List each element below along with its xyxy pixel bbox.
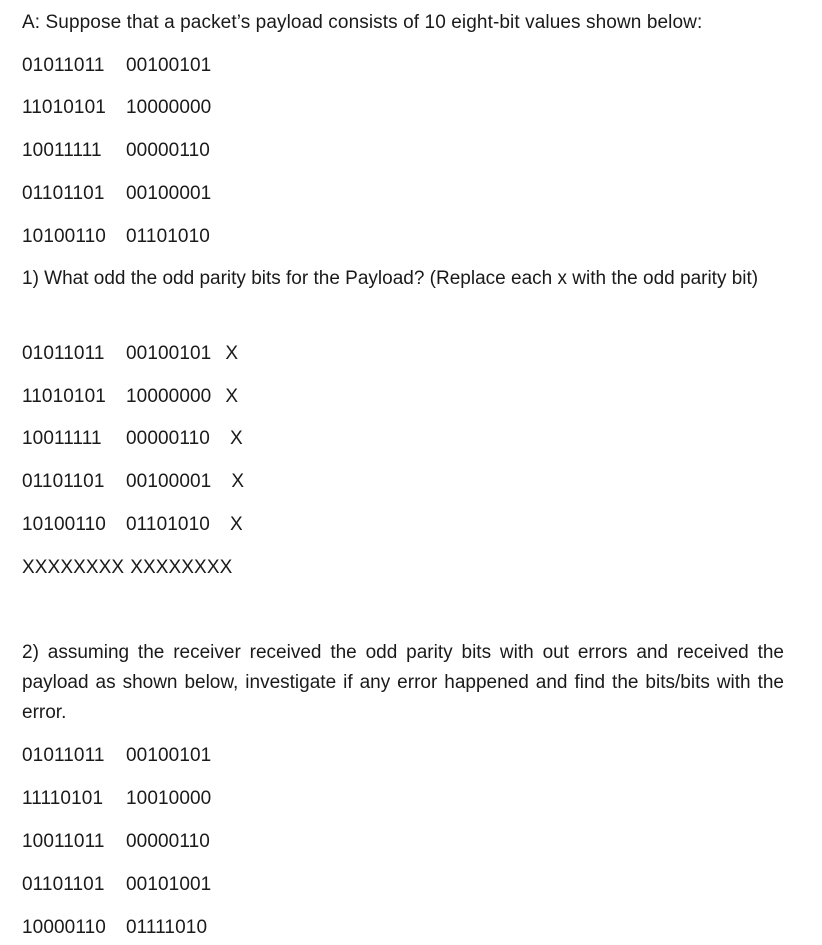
payload-byte: 01011011: [22, 55, 105, 76]
parity-placeholder: X: [225, 386, 239, 407]
received-row: [22, 874, 211, 896]
payload-byte: 01101101: [22, 183, 105, 204]
payload-byte: 01111010: [126, 917, 208, 938]
parity-column-row: [22, 557, 232, 579]
payload-byte: 00100101: [126, 745, 212, 766]
payload-row: [22, 55, 211, 77]
payload-byte: 01101101: [22, 471, 105, 492]
parity-placeholder: X: [229, 514, 243, 535]
question-2-prompt: 2) assuming the receiver received the odd parity bits with out errors and received the payload as shown below, investigate if any error happened and find the bits/bits with the error.: [22, 642, 784, 723]
payload-byte: 10100110: [22, 514, 106, 535]
payload-byte: 10010000: [126, 788, 212, 809]
payload-byte: 01101101: [22, 874, 105, 895]
payload-byte: 10000000: [126, 97, 212, 118]
parity-row: [22, 343, 238, 365]
parity-column-placeholder: XXXXXXXX: [130, 557, 233, 578]
payload-byte: 00000110: [126, 140, 210, 161]
payload-byte: 01011011: [22, 745, 105, 766]
payload-byte: 10000000: [126, 386, 212, 407]
part-a-intro: A: Suppose that a packet’s payload consists of 10 eight-bit values shown below:: [22, 12, 703, 33]
received-row: [22, 917, 207, 939]
payload-byte: 01011011: [22, 343, 105, 364]
payload-byte: 01101010: [126, 226, 210, 247]
parity-placeholder: X: [231, 471, 245, 492]
parity-row: [22, 514, 243, 536]
received-row: [22, 831, 210, 853]
question-1-prompt: 1) What odd the odd parity bits for the Payload? (Replace each x with the odd parity bit): [22, 268, 759, 289]
payload-byte: 10011111: [22, 428, 102, 449]
parity-row: [22, 471, 244, 493]
payload-byte: 00101001: [126, 874, 212, 895]
payload-row: [22, 183, 211, 205]
payload-byte: 01101010: [126, 514, 210, 535]
received-row: [22, 745, 211, 767]
payload-byte: 11010101: [22, 386, 106, 407]
payload-byte: 00000110: [126, 831, 210, 852]
received-row: [22, 788, 211, 810]
parity-placeholder: X: [229, 428, 243, 449]
payload-byte: 00000110: [126, 428, 210, 449]
payload-byte: 00100001: [126, 183, 212, 204]
payload-byte: 10000110: [22, 917, 106, 938]
parity-row: [22, 386, 238, 408]
payload-row: [22, 140, 210, 162]
payload-row: [22, 226, 210, 248]
payload-byte: 00100101: [126, 343, 212, 364]
payload-byte: 10011011: [22, 831, 105, 852]
payload-byte: 00100001: [126, 471, 212, 492]
payload-row: [22, 97, 211, 119]
payload-byte: 10011111: [22, 140, 102, 161]
parity-placeholder: X: [225, 343, 239, 364]
payload-byte: 00100101: [126, 55, 212, 76]
payload-byte: 10100110: [22, 226, 106, 247]
payload-byte: 11110101: [22, 788, 104, 809]
payload-byte: 11010101: [22, 97, 106, 118]
parity-column-placeholder: XXXXXXXX: [22, 557, 125, 578]
parity-row: [22, 428, 243, 450]
